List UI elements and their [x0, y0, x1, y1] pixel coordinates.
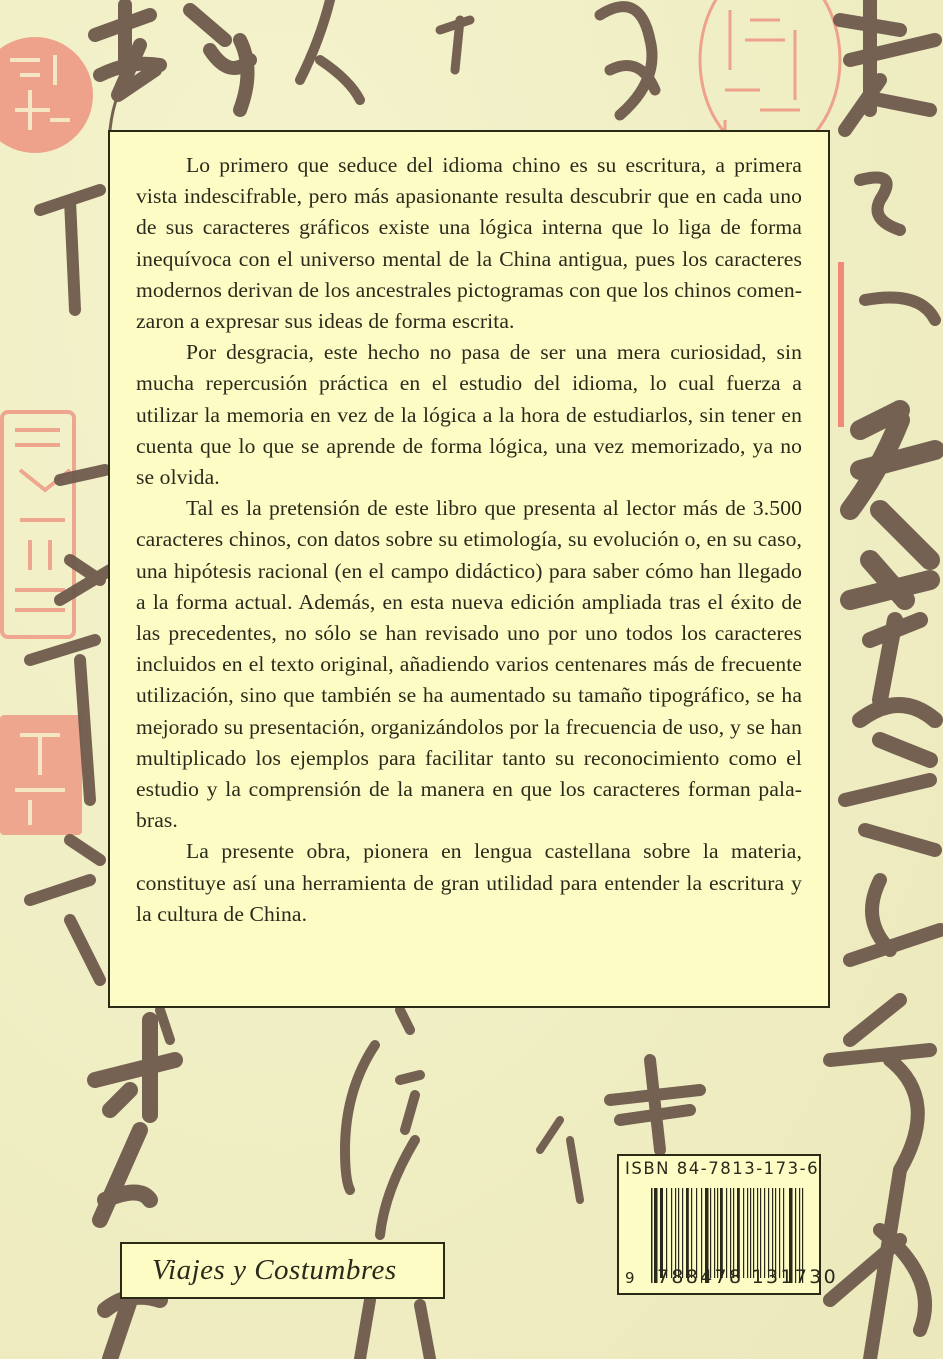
series-label: Viajes y Costumbres — [152, 1254, 397, 1286]
isbn-label: ISBN 84-7813-173-6 — [625, 1159, 820, 1178]
seal-top-left-icon — [0, 37, 93, 153]
blurb-paragraph: Lo primero que seduce del idioma chino es su escritura, a primera vista indescifrable, pero más apasionante resulta descubrir que en cada uno de sus caracteres gráficos existe una lógica interna que lo liga de forma inequívoca con el universo mental de la China antigua, pues los caracteres modernos derivan de los ancestrales pictogramas con que los chinos comenzaron a expresar sus ideas de forma escrita. — [136, 153, 802, 334]
seal-left-lower-icon — [0, 715, 82, 835]
seal-right-strip-icon — [838, 262, 844, 427]
blurb-paragraph: Por desgracia, este hecho no pasa de ser una mera curiosidad, sin mucha repercusión práctica en el estudio del idioma, lo cual fuerza a utilizar la memoria en vez de la lógica a la hora de estudiarlos, sin tener en cuenta que lo que se aprende de forma lógica, una vez memorizado, ya no se olvida. — [136, 340, 802, 490]
blurb-paragraph: La presente obra, pionera en lengua castellana sobre la materia, constituye así una herramienta de gran utilidad para entender la escritura y la cultura de China. — [136, 839, 802, 926]
blurb-panel — [108, 130, 830, 1008]
ean-first-digit: 9 — [625, 1269, 635, 1287]
ean-digits: 788478 131730 — [657, 1266, 838, 1288]
isbn-barcode-panel — [617, 1154, 838, 1295]
series-label-box — [120, 1242, 445, 1299]
blurb-paragraph: Tal es la pretensión de este libro que presenta al lector más de 3.500 caracteres chinos, con datos sobre su etimología, su evolución o, en su caso, una hipótesis racional (en el campo didáctico) para saber cómo han llegado a la forma actual. Además, en esta nueva edición ampliada tras el éxito de las precedentes, no sólo se han revisado uno por uno todos los caracteres incluidos en el texto original, añadiendo varios centenares más de frecuente utilización, sino que también se ha aumentado su tamaño tipográfico, se ha mejorado su presentación, organizándolos por la frecuencia de uso, y se han multiplicado los ejemplos para facilitar tanto su reconocimiento como el estudio y la comprensión de la manera en que los caracteres forman palabras. — [136, 496, 802, 833]
